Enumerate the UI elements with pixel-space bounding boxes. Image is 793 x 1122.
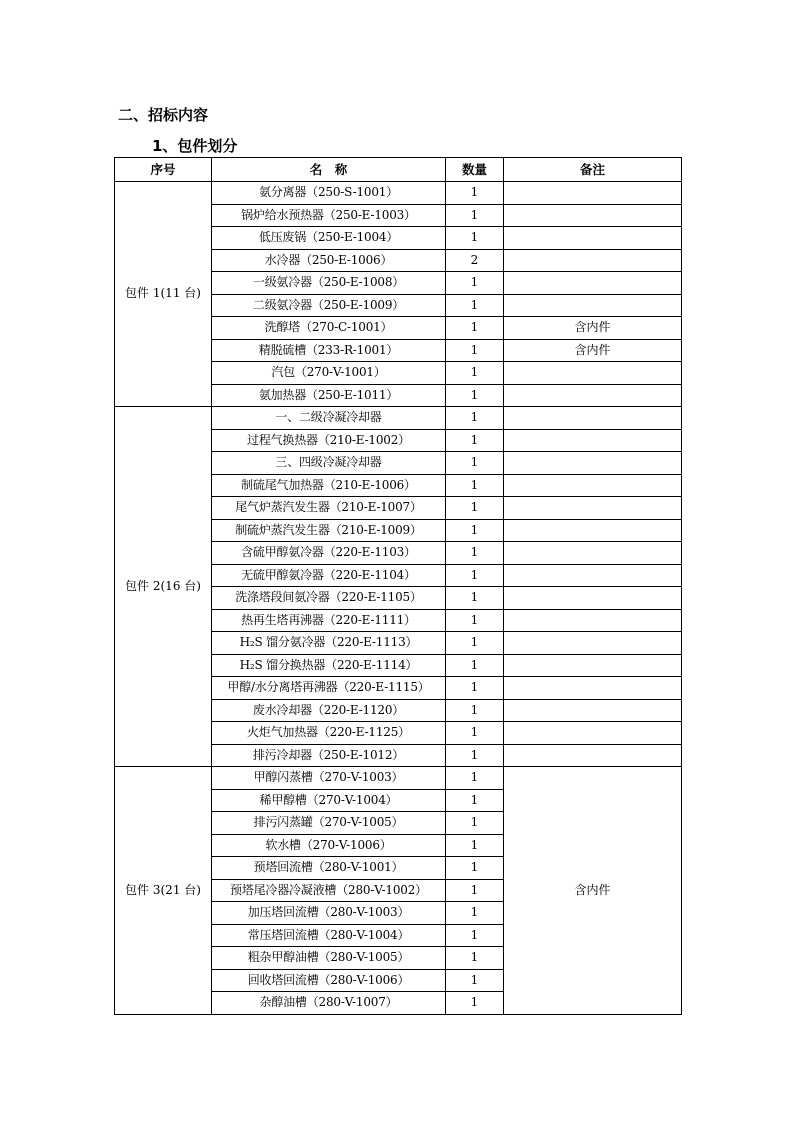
equipment-remark — [504, 609, 682, 632]
equipment-name: 洗涤塔段间氨冷器（220-E-1105） — [212, 587, 446, 610]
equipment-name: H₂S 馏分换热器（220-E-1114） — [212, 654, 446, 677]
equipment-remark — [504, 699, 682, 722]
table-row — [115, 767, 682, 790]
equipment-quantity: 1 — [446, 744, 504, 767]
equipment-name: 尾气炉蒸汽发生器（210-E-1007） — [212, 497, 446, 520]
equipment-quantity: 1 — [446, 362, 504, 385]
equipment-quantity: 1 — [446, 654, 504, 677]
equipment-name: 常压塔回流槽（280-V-1004） — [212, 924, 446, 947]
equipment-name: 低压废锅（250-E-1004） — [212, 227, 446, 250]
equipment-name: 制硫炉蒸汽发生器（210-E-1009） — [212, 519, 446, 542]
equipment-quantity: 1 — [446, 474, 504, 497]
equipment-remark — [504, 542, 682, 565]
equipment-name: 甲醇/水分离塔再沸器（220-E-1115） — [212, 677, 446, 700]
equipment-name: 软水槽（270-V-1006） — [212, 834, 446, 857]
equipment-name: 氨加热器（250-E-1011） — [212, 384, 446, 407]
equipment-name: 汽包（270-V-1001） — [212, 362, 446, 385]
equipment-quantity: 1 — [446, 722, 504, 745]
equipment-remark — [504, 474, 682, 497]
header-remark: 备注 — [504, 158, 682, 182]
equipment-quantity: 1 — [446, 857, 504, 880]
equipment-name: 洗醇塔（270-C-1001） — [212, 317, 446, 340]
equipment-remark — [504, 452, 682, 475]
equipment-quantity: 1 — [446, 969, 504, 992]
equipment-name: 一、二级冷凝冷却器 — [212, 407, 446, 430]
section-title: 二、招标内容 — [118, 106, 209, 124]
equipment-name: 制硫尾气加热器（210-E-1006） — [212, 474, 446, 497]
equipment-quantity: 1 — [446, 564, 504, 587]
equipment-quantity: 1 — [446, 384, 504, 407]
header-name: 名 称 — [212, 158, 446, 182]
equipment-name: 氨分离器（250-S-1001） — [212, 182, 446, 205]
equipment-quantity: 1 — [446, 542, 504, 565]
equipment-name: 无硫甲醇氨冷器（220-E-1104） — [212, 564, 446, 587]
equipment-quantity: 1 — [446, 407, 504, 430]
equipment-name: 杂醇油槽（280-V-1007） — [212, 992, 446, 1015]
equipment-name: 排污闪蒸罐（270-V-1005） — [212, 812, 446, 835]
equipment-name: 预塔回流槽（280-V-1001） — [212, 857, 446, 880]
equipment-remark — [504, 362, 682, 385]
header-quantity: 数量 — [446, 158, 504, 182]
equipment-quantity: 1 — [446, 317, 504, 340]
equipment-quantity: 1 — [446, 609, 504, 632]
equipment-quantity: 1 — [446, 879, 504, 902]
equipment-quantity: 1 — [446, 699, 504, 722]
equipment-name: 回收塔回流槽（280-V-1006） — [212, 969, 446, 992]
equipment-quantity: 1 — [446, 272, 504, 295]
table-row — [115, 407, 682, 430]
subsection-title: 1、包件划分 — [152, 137, 238, 155]
equipment-name: 热再生塔再沸器（220-E-1111） — [212, 609, 446, 632]
equipment-name: 水冷器（250-E-1006） — [212, 249, 446, 272]
package-division-table — [114, 157, 682, 1015]
equipment-name: 稀甲醇槽（270-V-1004） — [212, 789, 446, 812]
equipment-remark — [504, 294, 682, 317]
equipment-quantity: 1 — [446, 947, 504, 970]
equipment-remark — [504, 587, 682, 610]
equipment-name: 甲醇闪蒸槽（270-V-1003） — [212, 767, 446, 790]
equipment-name: 精脱硫槽（233-R-1001） — [212, 339, 446, 362]
equipment-remark — [504, 564, 682, 587]
equipment-quantity: 1 — [446, 452, 504, 475]
table-body — [115, 182, 682, 1015]
equipment-name: H₂S 馏分氨冷器（220-E-1113） — [212, 632, 446, 655]
equipment-name: 预塔尾冷器冷凝液槽（280-V-1002） — [212, 879, 446, 902]
equipment-quantity: 1 — [446, 519, 504, 542]
equipment-remark — [504, 227, 682, 250]
equipment-name: 锅炉给水预热器（250-E-1003） — [212, 204, 446, 227]
equipment-quantity: 1 — [446, 497, 504, 520]
table-row — [115, 182, 682, 205]
package-label: 包件 1(11 台) — [115, 182, 212, 407]
equipment-name: 火炬气加热器（220-E-1125） — [212, 722, 446, 745]
equipment-remark — [504, 744, 682, 767]
equipment-name: 三、四级冷凝冷却器 — [212, 452, 446, 475]
equipment-name: 排污冷却器（250-E-1012） — [212, 744, 446, 767]
equipment-remark — [504, 384, 682, 407]
equipment-quantity: 1 — [446, 677, 504, 700]
equipment-remark — [504, 407, 682, 430]
equipment-quantity: 1 — [446, 789, 504, 812]
equipment-remark — [504, 429, 682, 452]
equipment-remark — [504, 272, 682, 295]
equipment-name: 一级氨冷器（250-E-1008） — [212, 272, 446, 295]
equipment-quantity: 1 — [446, 632, 504, 655]
table-header-row — [115, 158, 682, 182]
equipment-quantity: 1 — [446, 834, 504, 857]
equipment-name: 加压塔回流槽（280-V-1003） — [212, 902, 446, 925]
equipment-remark — [504, 722, 682, 745]
equipment-quantity: 1 — [446, 812, 504, 835]
package-label: 包件 3(21 台) — [115, 767, 212, 1015]
equipment-remark — [504, 182, 682, 205]
equipment-name: 粗杂甲醇油槽（280-V-1005） — [212, 947, 446, 970]
equipment-quantity: 1 — [446, 924, 504, 947]
equipment-name: 二级氨冷器（250-E-1009） — [212, 294, 446, 317]
equipment-quantity: 1 — [446, 429, 504, 452]
equipment-name: 废水冷却器（220-E-1120） — [212, 699, 446, 722]
equipment-remark — [504, 519, 682, 542]
equipment-quantity: 2 — [446, 249, 504, 272]
equipment-name: 过程气换热器（210-E-1002） — [212, 429, 446, 452]
equipment-quantity: 1 — [446, 227, 504, 250]
equipment-quantity: 1 — [446, 767, 504, 790]
equipment-remark — [504, 654, 682, 677]
equipment-quantity: 1 — [446, 182, 504, 205]
equipment-quantity: 1 — [446, 587, 504, 610]
package-label: 包件 2(16 台) — [115, 407, 212, 767]
equipment-remark — [504, 249, 682, 272]
equipment-remark: 含内件 — [504, 317, 682, 340]
equipment-remark — [504, 497, 682, 520]
equipment-remark — [504, 204, 682, 227]
equipment-name: 含硫甲醇氨冷器（220-E-1103） — [212, 542, 446, 565]
equipment-quantity: 1 — [446, 902, 504, 925]
equipment-quantity: 1 — [446, 339, 504, 362]
equipment-quantity: 1 — [446, 294, 504, 317]
package-remark: 含内件 — [504, 767, 682, 1015]
equipment-quantity: 1 — [446, 992, 504, 1015]
header-index: 序号 — [115, 158, 212, 182]
equipment-remark: 含内件 — [504, 339, 682, 362]
equipment-quantity: 1 — [446, 204, 504, 227]
equipment-remark — [504, 677, 682, 700]
equipment-remark — [504, 632, 682, 655]
